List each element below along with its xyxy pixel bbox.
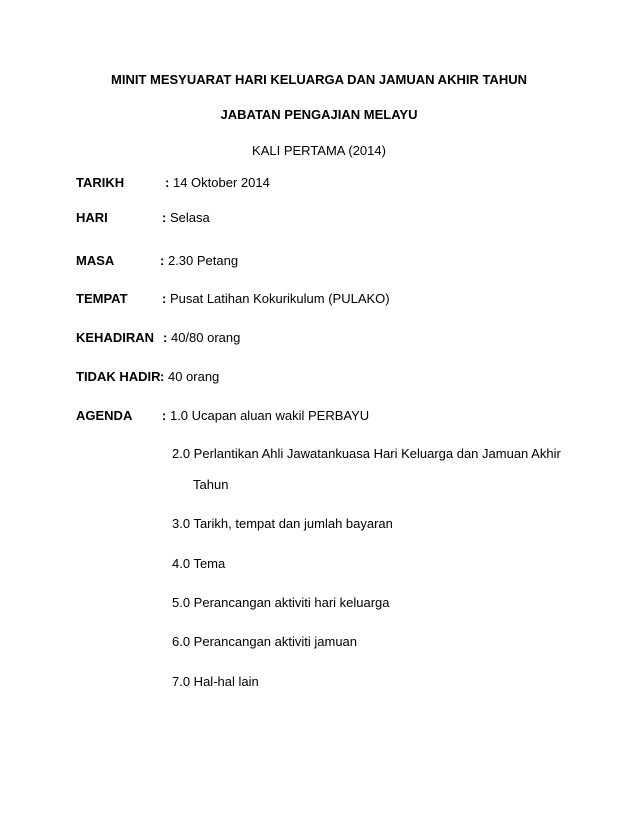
agenda-colon: : [162, 408, 167, 423]
field-colon: : [162, 210, 167, 225]
field-value-kehadiran [163, 330, 240, 346]
agenda-item: 3.0 Tarikh, tempat dan jumlah bayaran [172, 516, 393, 531]
agenda-item-continuation: Tahun [193, 477, 229, 492]
field-label-hari: HARI [76, 210, 108, 225]
field-label-masa: MASA [76, 253, 115, 268]
agenda-item: 7.0 Hal-hal lain [172, 674, 259, 689]
field-value: 2.30 Petang [167, 253, 239, 268]
agenda-item: 2.0 Perlantikan Ahli Jawatankuasa Hari Keluarga dan Jamuan Akhir [172, 446, 561, 461]
field-label-tarikh: TARIKH [76, 175, 125, 190]
field-colon: : [165, 175, 170, 190]
agenda-label: AGENDA [76, 408, 133, 423]
field-value-tarikh [165, 175, 270, 191]
field-colon: : [160, 369, 165, 384]
field-label-tempat: TEMPAT [76, 291, 128, 306]
field-colon: : [160, 253, 165, 268]
agenda-item-text: 1.0 Ucapan aluan wakil PERBAYU [169, 408, 370, 423]
field-value-hari [162, 210, 210, 226]
field-value-masa [160, 253, 238, 269]
field-value-tempat [162, 291, 390, 307]
agenda-item [162, 408, 369, 424]
field-colon: : [163, 330, 168, 345]
field-value-tidak-hadir [160, 369, 219, 385]
department-name: JABATAN PENGAJIAN MELAYU [220, 107, 418, 122]
agenda-item: 5.0 Perancangan aktiviti hari keluarga [172, 595, 390, 610]
meeting-session: KALI PERTAMA (2014) [252, 143, 386, 158]
field-colon: : [162, 291, 167, 306]
field-value: Pusat Latihan Kokurikulum (PULAKO) [169, 291, 390, 306]
field-value: 40/80 orang [170, 330, 241, 345]
document-title: MINIT MESYUARAT HARI KELUARGA DAN JAMUAN AKHIR TAHUN [111, 72, 527, 87]
agenda-item: 6.0 Perancangan aktiviti jamuan [172, 634, 358, 649]
field-value: 14 Oktober 2014 [172, 175, 270, 190]
field-value: Selasa [169, 210, 210, 225]
field-label-kehadiran: KEHADIRAN [76, 330, 154, 345]
field-label-tidak-hadir: TIDAK HADIR [76, 369, 161, 384]
field-value: 40 orang [167, 369, 220, 384]
agenda-item: 4.0 Tema [172, 556, 226, 571]
